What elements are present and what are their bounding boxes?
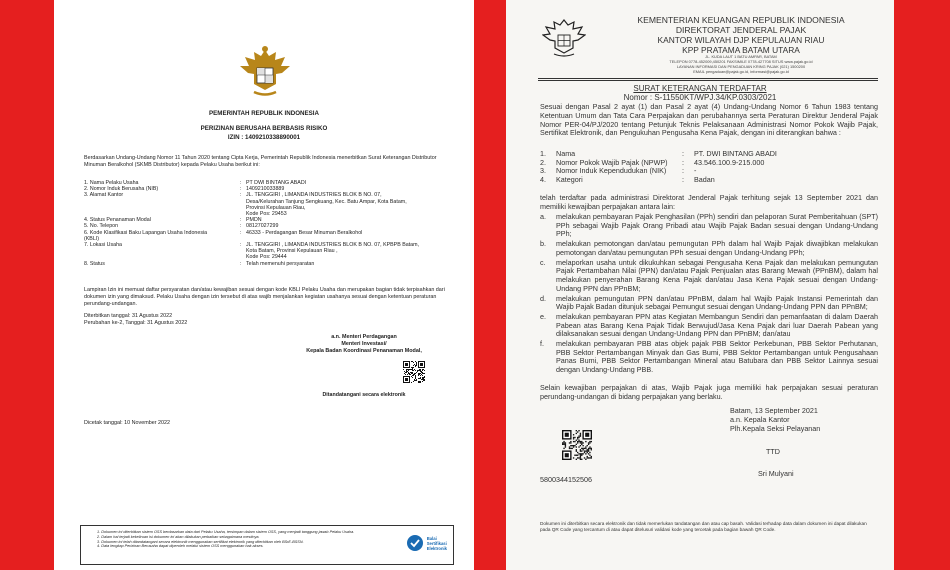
field-label: Kategori (556, 174, 583, 184)
esign-label: Ditandatangani secara elektronik (322, 392, 406, 398)
signer-name: Sri Mulyani (758, 469, 794, 478)
sign-line-2: Menteri Investasi/ (341, 341, 387, 347)
footnote: 1. Dokumen ini diterbitkan sistem OSS berdasarkan data dari Pelaku Usaha, tersimpan dalam sistem OSS, yang menjadi tanggung jawab Pelaku Usaha. (97, 530, 355, 534)
obligation-marker: c. (540, 257, 546, 267)
obligation-marker: b. (540, 239, 546, 249)
field-label: Nomor Pokok Wajib Pajak (NPWP) (556, 157, 668, 167)
field-separator: : (240, 186, 242, 193)
field-separator: : (240, 260, 242, 267)
field-separator: : (240, 223, 242, 230)
field-value: Badan (694, 174, 715, 184)
office-email: EMAIL pengaduan@pajak.go.id, informasi@pajak.go.id (693, 69, 789, 74)
field-separator: : (240, 229, 242, 236)
footnote: 4. Data lengkap Perizinan Berusaha dapat diperoleh melalui sistem OSS menggunakan hak akses. (97, 544, 264, 549)
sign-plh: Plh.Kepala Seksi Pelayanan (730, 424, 821, 433)
ttd-label: TTD (766, 447, 780, 456)
obligation-text: melaporkan usaha untuk dikukuhkan sebagai Pengusaha Kena Pajak dan melakukan pemungutan Pajak Pertambahan Nilai (PPN) dan/atau Pajak Penjualan atas Barang Mewah (PPnBM), dalam hal melakukan penyerahan Barang Kena Pajak dan/atau Jasa Kena Pajak sesuai dengan Undang-Undang PPN dan PPnBM; (556, 257, 878, 293)
field-value: 43.546.100.9-215.000 (694, 157, 765, 167)
qr-number: 5800344152506 (540, 475, 592, 484)
field-separator: : (682, 149, 684, 158)
obligation-item (540, 240, 878, 257)
field-row (84, 230, 464, 242)
row-number: 2. (540, 157, 546, 167)
field-label: Nama (556, 149, 576, 158)
header-rule (538, 80, 878, 81)
printed-date: Dicetak tanggal: 10 November 2022 (84, 420, 171, 426)
field-label: 1. Nama Pelaku Usaha (84, 180, 139, 186)
field-separator: : (240, 192, 242, 199)
field-label: 4. Status Penanaman Modal (84, 217, 151, 224)
field-label: 7. Lokasi Usaha (84, 242, 122, 249)
row-number: 4. (540, 174, 546, 184)
row-number: 3. (540, 166, 546, 176)
sign-place-date: Batam, 13 September 2021 (730, 406, 818, 415)
office-address: JL. KUDA LAUT 1 BATU AMPAR, BATAM (705, 54, 777, 59)
bse-label: Elektronik (426, 545, 447, 551)
field-value: PMDN (246, 217, 262, 224)
field-value: 1409210033889 (246, 186, 285, 193)
field-separator: : (240, 242, 242, 249)
obligation-text: melakukan pembayaran PBB atas objek pajak PBB Sektor Perkebunan, PBB Sektor Perhutanan, PBB Sektor Pertambangan Minyak dan Gas Bumi, PBB Sektor Pertambangan untuk Pengusahaan Panas Bumi, PBB Sektor Pertambangan Mineral atau Batubara dan PBB Sektor Lainnya sesuai dengan Undang-Undang PBB. (556, 339, 878, 375)
field-label: 2. Nomor Induk Berusaha (NIB) (84, 186, 159, 193)
field-label: 6. Kode Klasifikasi Baku Lapangan Usaha Indonesia (KBLI) (84, 229, 208, 242)
rights-paragraph: Selain kewajiban perpajakan di atas, Wajib Pajak juga memiliki hak perpajakan sesuai peraturan perundang-undangan di bidang perpajakan yang berlaku. (540, 383, 878, 401)
footnote: 2. Dalam hal terjadi kekeliruan isi dokumen ini akan dilakukan perbaikan sebagaimana mestinya. (97, 534, 260, 539)
taxpayer-row (540, 176, 878, 185)
field-value: PT DWI BINTANG ABADI (246, 180, 307, 186)
bse-logo (406, 534, 447, 552)
field-value: JL. TENGGIRI , LIMANDA INDUSTRIES BLOK B NO. 07, Desa/Kelurahan Tanjung Sengkuang, Kec. Batu Ampar, Kota Batam, Provinsi Kepulauan Riau, Kode Pos: 29453 (246, 192, 407, 218)
field-value: Telah memenuhi persyaratan (246, 260, 315, 267)
obligation-list (540, 213, 878, 376)
skt-document (506, 0, 894, 570)
obligation-item (540, 259, 878, 293)
field-label: 3. Alamat Kantor (84, 192, 124, 199)
taxpayer-fields (540, 150, 878, 184)
field-separator: : (682, 157, 684, 167)
obligation-marker: d. (540, 293, 546, 303)
ministry-name: KEMENTERIAN KEUANGAN REPUBLIK INDONESIA (637, 15, 845, 25)
field-row (84, 261, 464, 267)
obligation-marker: a. (540, 212, 546, 221)
skt-title: SURAT KETERANGAN TERDAFTAR (633, 84, 767, 93)
obligation-item (540, 313, 878, 339)
field-row (84, 192, 464, 217)
field-value: - (694, 166, 697, 176)
qr-code-icon (403, 361, 425, 383)
field-value: 46333 - Perdagangan Besar Minuman Beralkohol (246, 229, 363, 236)
field-value: 08127027299 (246, 223, 279, 230)
field-value: PT. DWI BINTANG ABADI (694, 149, 777, 158)
field-separator: : (682, 166, 684, 176)
obligation-marker: f. (540, 339, 544, 349)
issued-date: Diterbitkan tanggal: 31 Agustus 2022 (84, 313, 173, 319)
business-fields (84, 180, 464, 267)
obligation-item (540, 213, 878, 239)
obligation-text: melakukan pemotongan dan/atau pemungutan PPh dalam hal Wajib Pajak diwajibkan melakukan pemotongan dan/atau pemungutan PPh sesuai dengan Undang-Undang PPh; (556, 239, 878, 257)
obligation-item (540, 295, 878, 312)
field-label: 5. No. Telepon (84, 223, 119, 230)
sign-line-3: Kepala Badan Koordinasi Penanaman Modal, (306, 348, 422, 354)
office-info: LAYANAN INFORMASI DAN PENGADUAN KRING PAJAK (021) 1500200 (676, 64, 806, 69)
sign-line-1: a.n. Menteri Perdagangan (331, 334, 397, 340)
skt-number: Nomor : S-11550KT/WPJ.34/KP.0303/2021 (623, 93, 777, 102)
tax-office: KPP PRATAMA BATAM UTARA (682, 45, 800, 55)
obligation-item (540, 340, 878, 374)
obligation-text: melakukan pembayaran Pajak Penghasilan (PPh) sendiri dan pelaporan Surat Pemberitahuan (SPT) PPh sebagai Wajib Pajak Orang Pribadi atau Wajib Pajak Badan sesuai dengan Undang-Undang PPh; (556, 212, 878, 239)
field-label: Nomor Induk Kependudukan (NIK) (556, 166, 667, 176)
row-number: 1. (540, 149, 546, 158)
izin-document (54, 0, 474, 570)
header-rule (538, 78, 878, 79)
skt-intro: Sesuai dengan Pasal 2 ayat (1) dan Pasal 2 ayat (4) Undang-Undang Nomor 6 Tahun 1983 tentang Ketentuan Umum dan Tata Cara Perpajakan dan perubahannya serta Peraturan Direktur Jenderal Pajak Nomor PER-04/PJ/2020 tentang Petunjuk Teknis Pelaksanaan Administrasi Nomor Pokok Wajib Pajak, Sertifikat Elektronik, dan Pengukuhan Pengusaha Kena Pajak, dengan ini diterangkan bahwa : (540, 102, 878, 138)
sign-an: a.n. Kepala Kantor (730, 415, 790, 424)
revision-date: Perubahan ke-2, Tanggal: 31 Agustus 2022 (84, 320, 188, 326)
intro-paragraph: Berdasarkan Undang-Undang Nomor 11 Tahun 2020 tentang Cipta Kerja, Pemerintah Republik Indonesia menerbitkan Surat Keterangan Distributor Minuman Beralkohol (SKMB Distributor) kepada Pelaku Usaha berikut ini: (84, 155, 437, 168)
bse-logo-icon (406, 534, 424, 552)
garuda-emblem-icon (542, 17, 586, 57)
qr-code-icon (562, 430, 592, 460)
skt-footer: Dokumen ini diterbitkan secara elektronik dan tidak memerlukan tandatangan dan atau cap basah. Validasi terhadap data dalam dokumen ini dapat dilakukan pada QR Code yang tercantum di atau dapat ditelusuri validasi kode yang tercetak pada bagian bawah QR Code. (540, 521, 867, 532)
lampiran-paragraph: Lampiran Izin ini memuat daftar persyaratan dan/atau kewajiban sesuai dengan kode KBLI Pelaku Usaha dan merupakan bagian tidak terpisahkan dari dokumen izin yang dimaksud. Pelaku Usaha dengan izin tersebut di atas wajib menjalankan kegiatan usahanya sesuai dengan ketentuan peraturan perundang-undangan. (84, 287, 445, 307)
field-separator: : (240, 180, 242, 186)
field-value: JL. TENGGIRI , LIMANDA INDUSTRIES BLOK B NO. 07, KPBPB Batam, Kota Batam, Provinsi Kepulauan Riau , Kode Pos: 29444 (246, 242, 419, 261)
garuda-emblem-icon (238, 44, 292, 100)
directorate-name: DIREKTORAT JENDERAL PAJAK (675, 25, 807, 35)
bse-label: Sertifikasi (426, 540, 447, 546)
office-phone: TELEPON 0778-452009,450201 FAKSIMILE 0778-427708 SITUS www.pajak.go.id (669, 59, 813, 64)
field-label: 8. Status (84, 260, 105, 267)
obligation-text: melakukan pemungutan PPN dan/atau PPnBM, dalam hal Wajib Pajak Instansi Pemerintah dan Wajib Pajak Badan ditunjuk sebagai Pemungut sesuai dengan Undang-Undang PPN dan PPnBM; (556, 293, 878, 312)
bse-label: Balai (426, 535, 437, 541)
obligation-marker: e. (540, 312, 546, 322)
field-row (84, 242, 464, 261)
regional-office: KANTOR WILAYAH DJP KEPULAUAN RIAU (657, 35, 825, 45)
footnote: 3. Dokumen ini telah ditandatangani secara elektronik menggunakan sertifikat elektronik yang diterbitkan oleh BSrE-BSSN. (97, 539, 304, 544)
registered-paragraph: telah terdaftar pada administrasi Direktorat Jenderal Pajak terhitung sejak 13 September 2021 dan memiliki kewajiban perpajakan antara lain: (540, 193, 878, 211)
obligation-text: melakukan pembayaran PPN atas Kegiatan Membangun Sendiri dan pemanfaatan di dalam Daerah Pabean atas Barang Kena Pajak Tidak Berwujud/Jasa Kena Pajak dari luar Daerah Pabean yang dilaksanakan sesuai dengan Undang-Undang PPN dan PPnBM; dan/atau (556, 312, 878, 339)
header-title: PEMERINTAH REPUBLIK INDONESIA (209, 110, 319, 117)
izin-number: IZIN : 1409210338890001 (227, 134, 301, 141)
doc-title: PERIZINAN BERUSAHA BERBASIS RISIKO (200, 125, 328, 132)
field-separator: : (682, 174, 684, 184)
field-separator: : (240, 217, 242, 224)
footnote-box (80, 525, 454, 565)
